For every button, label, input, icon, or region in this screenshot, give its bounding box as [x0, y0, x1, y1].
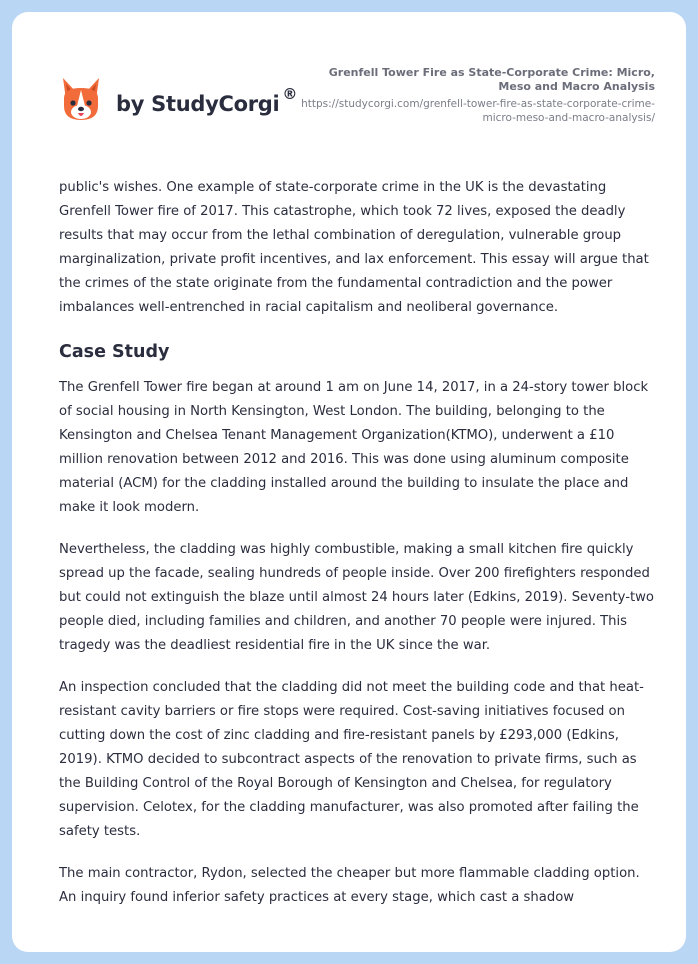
section-heading: Case Study	[59, 342, 170, 362]
document-body	[59, 176, 655, 928]
body-paragraph: The Grenfell Tower fire began at around 1 am on June 14, 2017, in a 24-story tower block of social housing in North Kensington, West London. The building, belonging to the Kensington and Chelsea Tenant Management Organization(KTMO), underwent a £10 million renovation between 2012 and 2016. This was done using aluminum composite material (ACM) for the cladding installed around the building to insulate the place and make it look modern.	[59, 380, 649, 515]
body-paragraph: The main contractor, Rydon, selected the cheaper but more flammable cladding option. An inquiry found inferior safety practices at every stage, which cast a shadow	[59, 866, 640, 905]
studycorgi-logo[interactable]	[60, 76, 297, 122]
registered-mark: ®	[282, 84, 298, 103]
document-title: Grenfell Tower Fire as State-Corporate Crime: Micro, Meso and Macro Analysis	[328, 66, 655, 93]
corgi-icon	[60, 76, 102, 122]
document-meta	[295, 66, 655, 125]
document-page	[12, 12, 686, 952]
document-url[interactable]: https://studycorgi.com/grenfell-tower-fire-as-state-corporate-crime-micro-meso-and-macro-analysis/	[301, 98, 655, 124]
body-paragraph: Nevertheless, the cladding was highly combustible, making a small kitchen fire quickly spread up the facade, sealing hundreds of people inside. Over 200 firefighters responded but could not extinguish the blaze until almost 24 hours later (Edkins, 2019). Seventy-two people died, including families and children, and another 70 people were injured. This tragedy was the deadliest residential fire in the UK since the war.	[59, 542, 654, 653]
body-paragraph: An inspection concluded that the cladding did not meet the building code and that heat-resistant cavity barriers or fire stops were required. Cost-saving initiatives focused on cutting down the cost of zinc cladding and fire-resistant panels by £293,000 (Edkins, 2019). KTMO decided to subcontract aspects of the renovation to private firms, such as the Building Control of the Royal Borough of Kensington and Chelsea, for regulatory supervision. Celotex, for the cladding manufacturer, was also promoted after failing the safety tests.	[59, 680, 644, 839]
intro-paragraph: public's wishes. One example of state-corporate crime in the UK is the devastating Grenfell Tower fire of 2017. This catastrophe, which took 72 lives, exposed the deadly results that may occur from the lethal combination of deregulation, vulnerable group marginalization, private profit incentives, and lax enforcement. This essay will argue that the crimes of the state originate from the fundamental contradiction and the power imbalances well-entrenched in racial capitalism and neoliberal governance.	[59, 180, 649, 315]
brand-name: by StudyCorgi ®	[116, 84, 298, 116]
